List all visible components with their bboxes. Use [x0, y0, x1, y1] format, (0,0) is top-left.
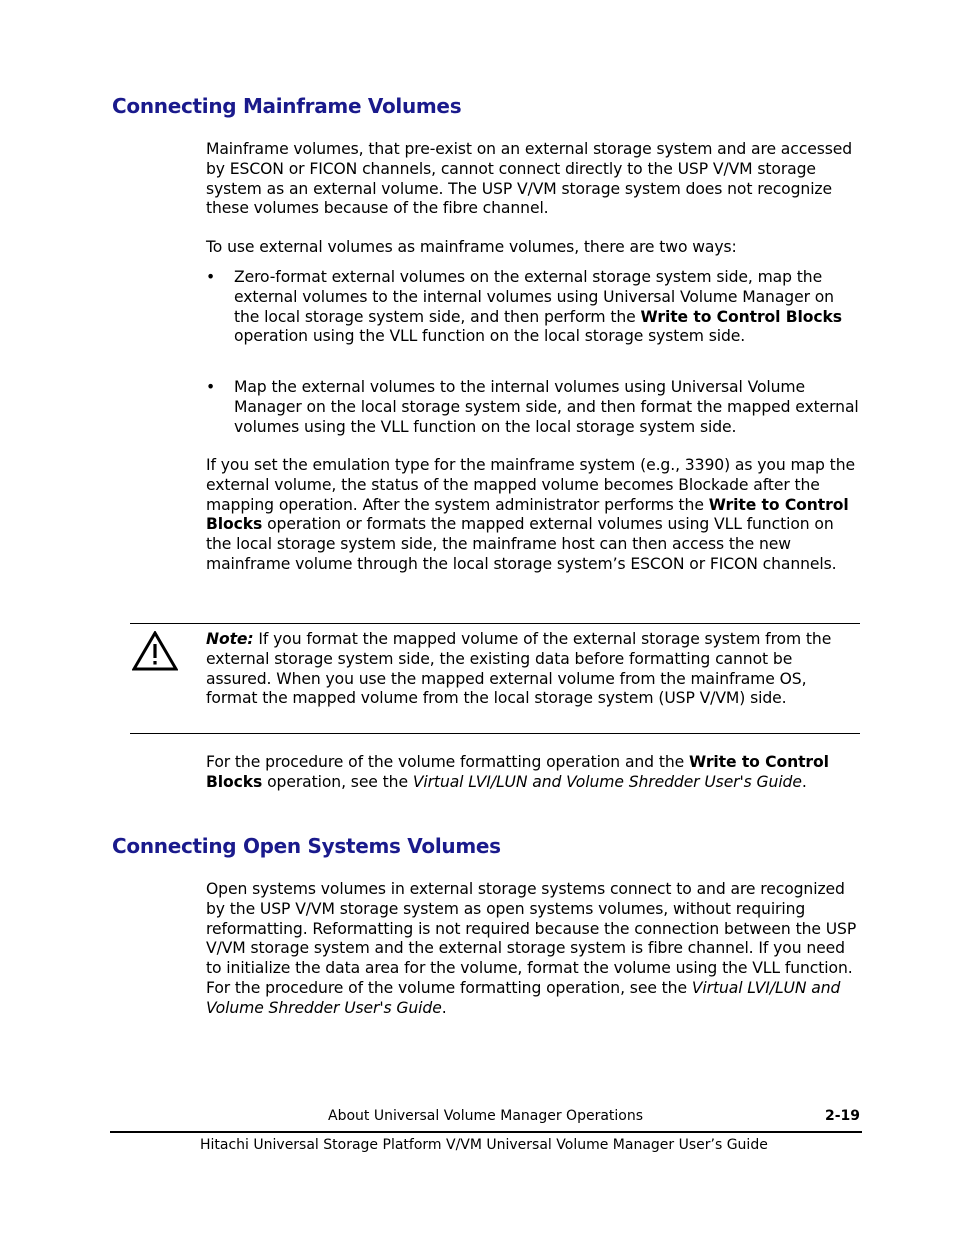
- paragraph-two-ways: To use external volumes as mainframe volumes, there are two ways:: [206, 238, 737, 256]
- list-item: Zero-format external volumes on the external storage system side, map the external volumes to the internal volumes using Universal Volume Manager on the local storage system side, and then perform the Write to Control Blocks operation using the VLL function on the local storage system side.: [234, 268, 842, 346]
- bullet-marker: •: [206, 268, 216, 286]
- list-item: Map the external volumes to the internal volumes using Universal Volume Manager on the local storage system side, and then format the mapped external volumes using the VLL function on the local storage system side.: [234, 378, 859, 436]
- paragraph-mainframe-intro: Mainframe volumes, that pre-exist on an external storage system and are accessed by ESCON or FICON channels, cannot connect directly to the USP V/VM storage system as an external volume. The USP V/VM storage system does not recognize these volumes because of the fibre channel.: [206, 140, 853, 218]
- footer-rule: [110, 1131, 862, 1133]
- footer-chapter-title: About Universal Volume Manager Operations: [328, 1108, 644, 1124]
- bullet-marker: •: [206, 378, 216, 396]
- footer-book-title: Hitachi Universal Storage Platform V/VM Universal Volume Manager User’s Guide: [200, 1137, 768, 1153]
- paragraph-emulation-type: If you set the emulation type for the mainframe system (e.g., 3390) as you map the external volume, the status of the mapped volume becomes Blockade after the mapping operation. After the system administrator performs the Write to Control Blocks operation or formats the mapped external volumes using VLL function on the local storage system side, the mainframe host can then access the new mainframe volume through the local storage system’s ESCON or FICON channels.: [206, 456, 855, 573]
- note-text: Note: If you format the mapped volume of the external storage system from the external storage system side, the existing data before formatting cannot be assured. When you use the mapped external volume from the mainframe OS, format the mapped volume from the local storage system (USP V/VM) side.: [206, 630, 832, 708]
- paragraph-open-systems: Open systems volumes in external storage systems connect to and are recognized by the USP V/VM storage system as open systems volumes, without requiring reformatting. Reformatting is not required because the connection between the USP V/VM storage system and the external storage system is fibre channel. If you need to initialize the data area for the volume, format the volume using the VLL function. For the procedure of the volume formatting operation, see the Virtual LVI/LUN and Volume Shredder User's Guide.: [206, 880, 857, 1017]
- warning-icon: [132, 631, 178, 671]
- note-bottom-rule: [130, 733, 860, 734]
- paragraph-procedure-reference: For the procedure of the volume formatting operation and the Write to Control Blocks operation, see the Virtual LVI/LUN and Volume Shredder User's Guide.: [206, 753, 829, 791]
- section-heading-open-systems: Connecting Open Systems Volumes: [112, 834, 501, 858]
- footer-page-number: 2-19: [824, 1108, 860, 1124]
- note-top-rule: [130, 623, 860, 624]
- section-heading-mainframe: Connecting Mainframe Volumes: [112, 94, 462, 118]
